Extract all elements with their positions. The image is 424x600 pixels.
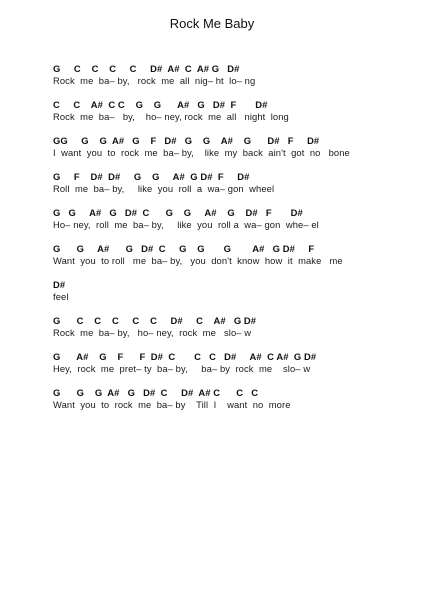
- lyric-text: Roll me ba– by, like you roll a wa– gon wheel: [53, 183, 275, 194]
- lyric-text: Want you to roll me ba– by, you don't know how it make me: [53, 255, 343, 266]
- lyric-text: Rock me ba– by, ho– ney, rock me all night long: [53, 111, 289, 122]
- lyric-line: [53, 351, 393, 387]
- lyric-text: Hey, rock me pret– ty ba– by, ba– by rock me slo– w: [53, 363, 311, 374]
- lyric-text: Want you to rock me ba– by Till I want no more: [53, 399, 291, 410]
- lyric-text: Rock me ba– by, rock me all nig– ht lo– ng: [53, 75, 256, 86]
- lyric-line: [53, 171, 393, 207]
- lyric-line: [53, 279, 393, 315]
- chord-line: G A# G F F D# C C C D# A# C A# G D#: [53, 351, 317, 362]
- chord-line: G F D# D# G G A# G D# F D#: [53, 171, 250, 182]
- lyric-text: feel: [53, 291, 69, 302]
- lyric-line: [53, 63, 393, 99]
- lyric-line: [53, 99, 393, 135]
- chord-sheet: [53, 63, 393, 423]
- chord-line: D#: [53, 279, 66, 290]
- lyric-text: Ho– ney, roll me ba– by, like you roll a wa– gon whe– el: [53, 219, 319, 230]
- lyric-line: [53, 243, 393, 279]
- chord-line: G G A# G D# C G G G A# G D# F: [53, 243, 315, 254]
- lyric-line: [53, 207, 393, 243]
- chord-line: G G G A# G D# C D# A# C C C: [53, 387, 259, 398]
- chord-line: G G A# G D# C G G A# G D# F D#: [53, 207, 303, 218]
- lyric-text: Rock me ba– by, ho– ney, rock me slo– w: [53, 327, 252, 338]
- lyric-line: [53, 135, 393, 171]
- chord-line: G C C C C C D# C A# G D#: [53, 315, 257, 326]
- chord-line: GG G G A# G F D# G G A# G D# F D#: [53, 135, 320, 146]
- song-title: Rock Me Baby: [169, 16, 255, 31]
- lyric-text: I want you to rock me ba– by, like my back ain't got no bone: [53, 147, 350, 158]
- lyric-line: [53, 315, 393, 351]
- chord-line: G C C C C D# A# C A# G D#: [53, 63, 240, 74]
- chord-line: C C A# C C G G A# G D# F D#: [53, 99, 268, 110]
- lyric-line: [53, 387, 393, 423]
